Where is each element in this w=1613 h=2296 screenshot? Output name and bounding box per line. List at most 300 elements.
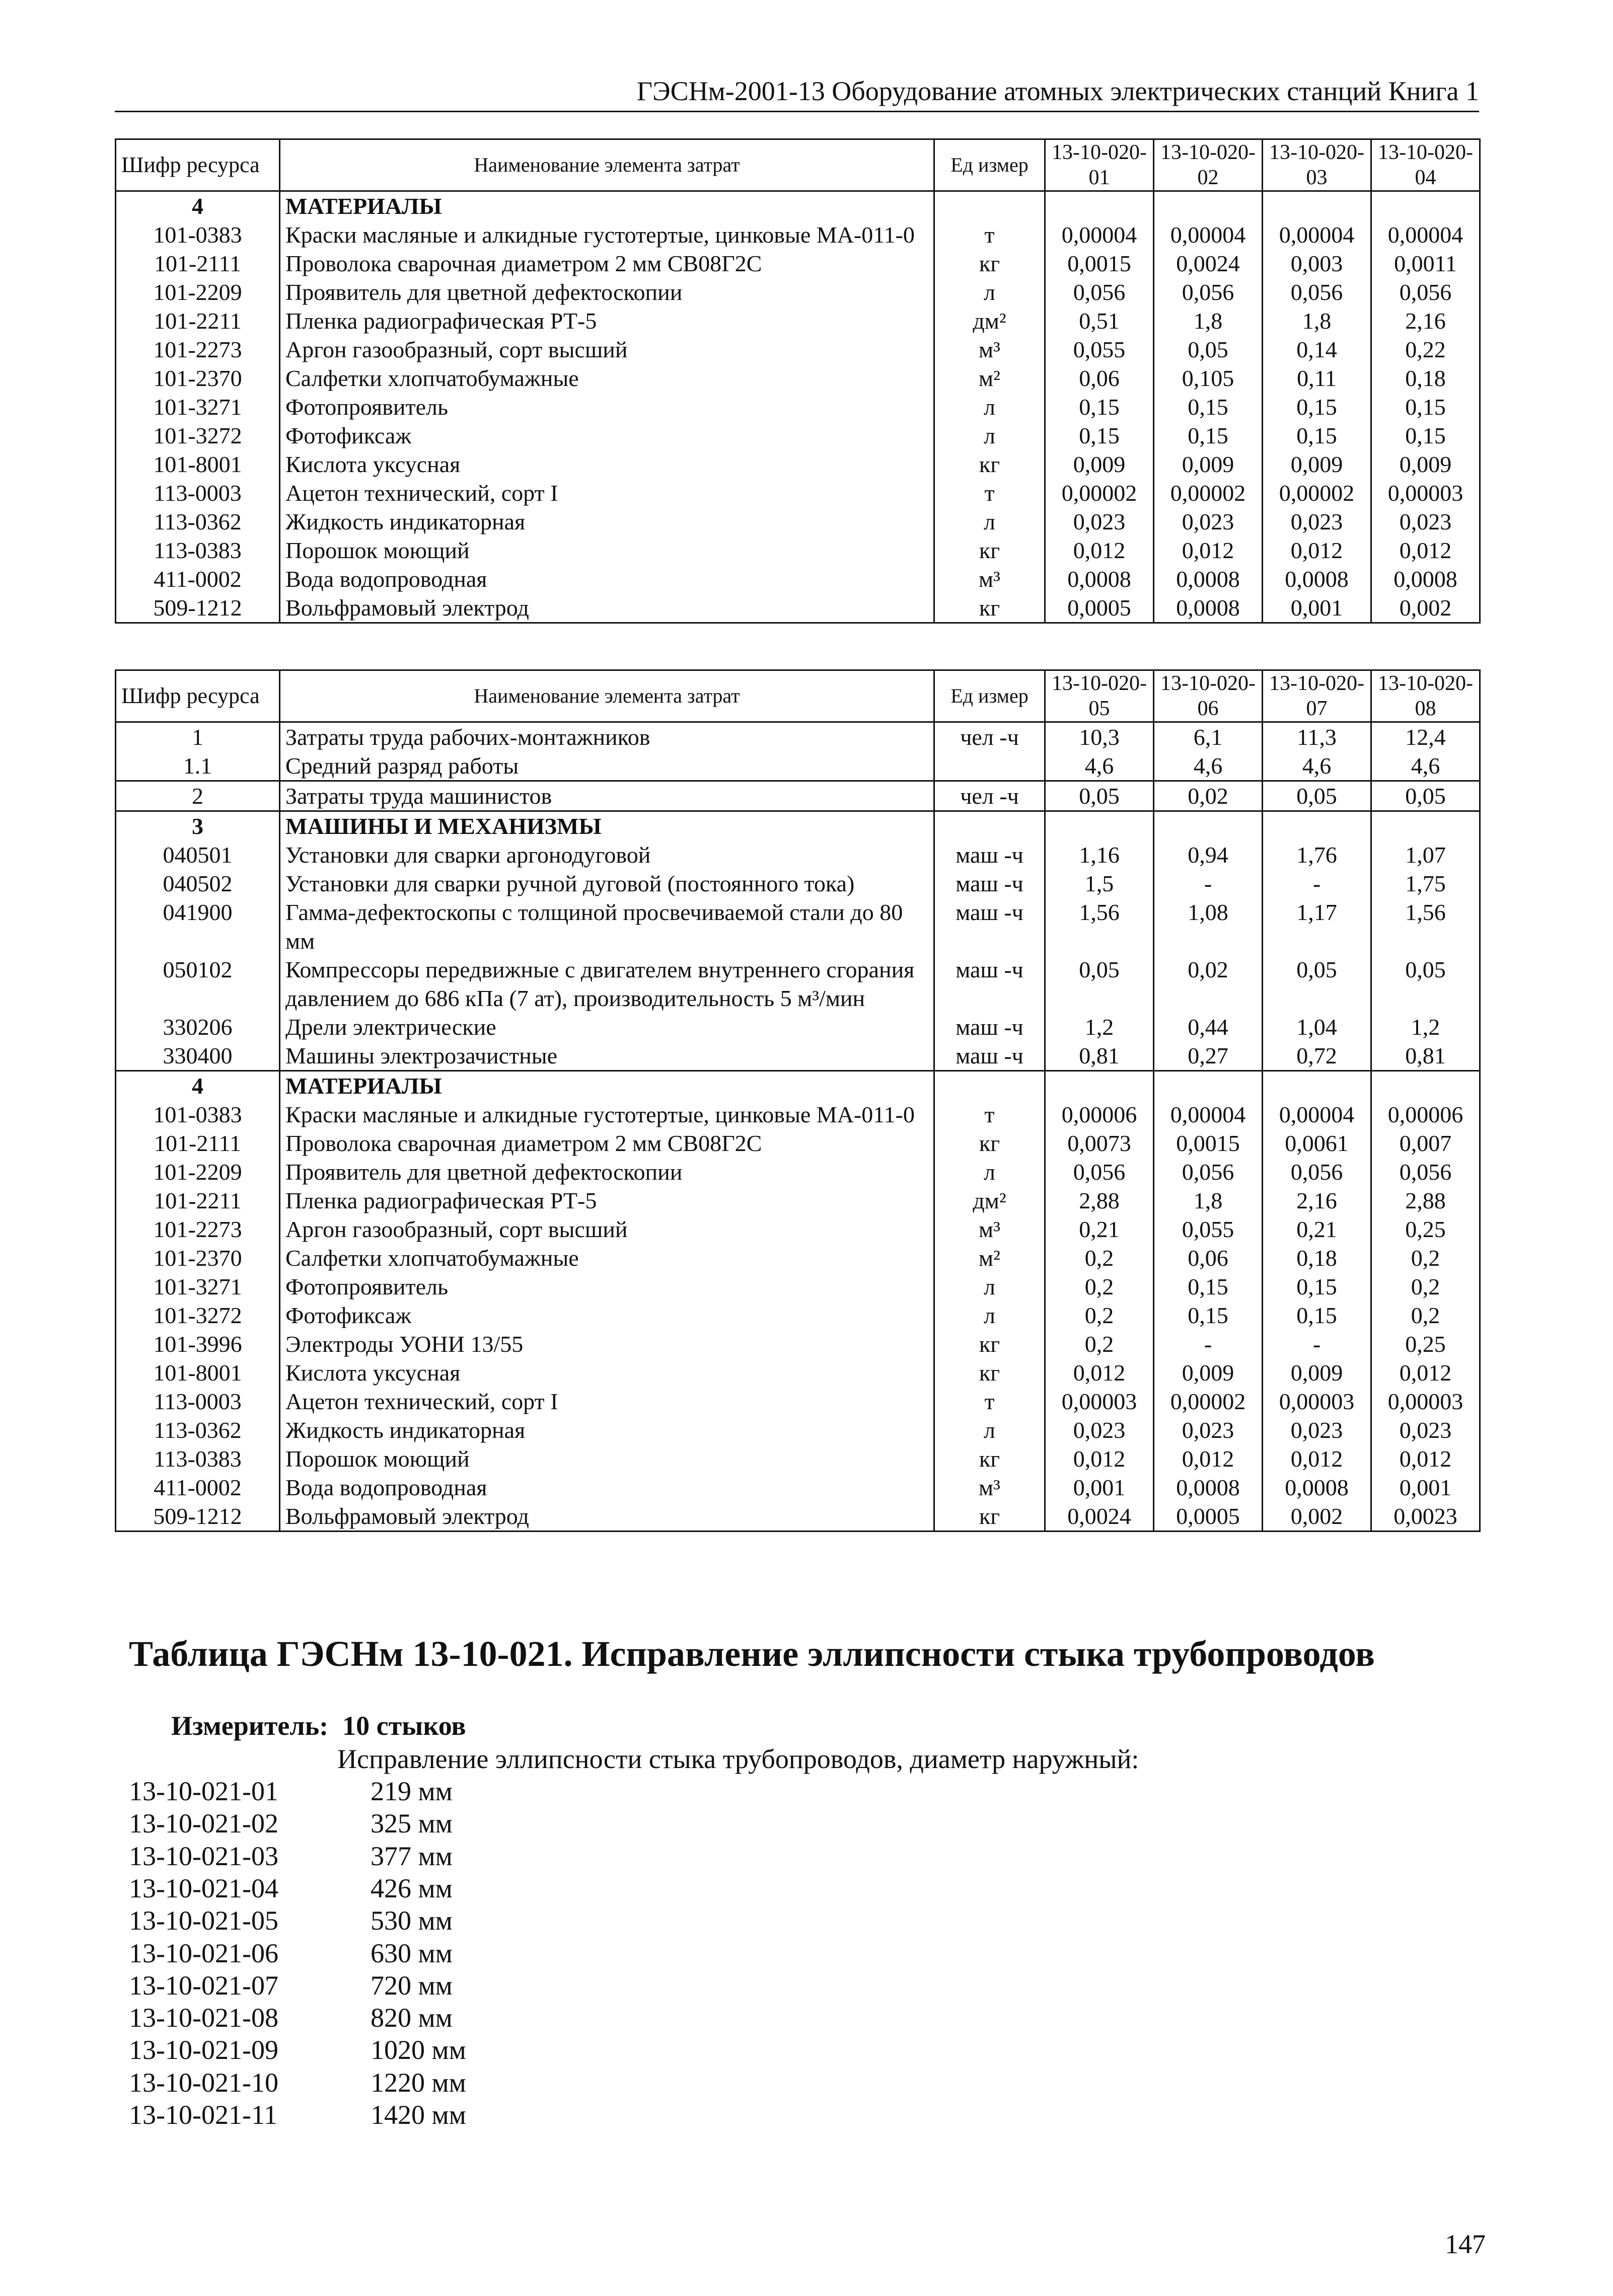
rate-value: 12,4 xyxy=(1371,722,1480,752)
resource-code: 113-0362 xyxy=(116,507,280,536)
resource-unit: т xyxy=(934,479,1045,507)
rate-value: 0,023 xyxy=(1371,1416,1480,1444)
rate-code: 13-10-021-09 xyxy=(129,2035,278,2065)
resource-code: 101-0383 xyxy=(116,1100,280,1129)
rate-value: 0,023 xyxy=(1045,1416,1154,1444)
rate-value: 1,76 xyxy=(1263,840,1371,869)
rate-value: 0,27 xyxy=(1154,1041,1263,1071)
rate-value: 0,2 xyxy=(1371,1272,1480,1301)
rate-value: 0,0005 xyxy=(1045,593,1154,623)
rate-value: 2,16 xyxy=(1371,307,1480,335)
table-row xyxy=(116,1158,1480,1186)
rate-value: 0,012 xyxy=(1371,1444,1480,1473)
meter-value: 10 стыков xyxy=(342,1711,466,1741)
resource-unit: л xyxy=(934,1301,1045,1330)
rate-value: 1,8 xyxy=(1154,307,1263,335)
rate-value: 0,18 xyxy=(1371,364,1480,393)
resource-unit: м³ xyxy=(934,1473,1045,1502)
rate-value: 0,00006 xyxy=(1371,1100,1480,1129)
resource-unit: м³ xyxy=(934,335,1045,364)
rate-value: 0,11 xyxy=(1263,364,1371,393)
table-row xyxy=(116,307,1480,335)
rate-value: 0,05 xyxy=(1263,781,1371,811)
resource-name: Компрессоры передвижные с двигателем внутреннего сгорания давлением до 686 кПа (7 ат), производительность 5 м³/мин xyxy=(280,955,934,1013)
rate-value: 4,6 xyxy=(1371,751,1480,781)
resource-unit: маш -ч xyxy=(934,898,1045,955)
resource-name: Аргон газообразный, сорт высший xyxy=(280,1215,934,1244)
resource-code: 101-2211 xyxy=(116,307,280,335)
table-row xyxy=(116,335,1480,364)
rate-value: 0,009 xyxy=(1154,1358,1263,1387)
rate-value: 0,007 xyxy=(1371,1129,1480,1158)
rate-diameter: 1220 мм xyxy=(371,2067,466,2098)
running-header xyxy=(115,70,1479,112)
table-row xyxy=(116,955,1480,1013)
rate-value: 0,2 xyxy=(1045,1272,1154,1301)
resource-name: Вольфрамовый электрод xyxy=(280,1502,934,1532)
table-row xyxy=(116,220,1480,249)
rate-value: 0,00002 xyxy=(1154,1387,1263,1416)
col-header-rate: 13-10-020-07 xyxy=(1263,670,1371,722)
rate-value: 0,00002 xyxy=(1263,479,1371,507)
resource-unit: кг xyxy=(934,1502,1045,1532)
resource-name: Краски масляные и алкидные густотертые, цинковые МА-011-0 xyxy=(280,1100,934,1129)
rate-value: 0,023 xyxy=(1263,507,1371,536)
resource-name: Ацетон технический, сорт I xyxy=(280,479,934,507)
resource-unit: кг xyxy=(934,1444,1045,1473)
rate-code: 13-10-021-02 xyxy=(129,1808,278,1839)
resource-code: 411-0002 xyxy=(116,565,280,593)
table-row xyxy=(116,898,1480,955)
rate-value: 1,75 xyxy=(1371,869,1480,898)
table-row xyxy=(116,781,1480,811)
rate-value: 0,056 xyxy=(1045,1158,1154,1186)
resource-name: МАТЕРИАЛЫ xyxy=(280,1071,934,1101)
resource-code: 1 xyxy=(116,722,280,752)
rate-diameter: 1420 мм xyxy=(371,2100,466,2130)
rate-diameter: 1020 мм xyxy=(371,2035,466,2065)
rate-value: 0,002 xyxy=(1371,593,1480,623)
table-row xyxy=(116,1387,1480,1416)
table-row xyxy=(116,1416,1480,1444)
rate-item xyxy=(129,2067,466,2098)
rate-value: 0,023 xyxy=(1263,1416,1371,1444)
rate-value: 0,009 xyxy=(1154,450,1263,479)
rate-code: 13-10-021-01 xyxy=(129,1776,278,1806)
rate-value: 0,15 xyxy=(1045,421,1154,450)
rate-value: 0,2 xyxy=(1045,1330,1154,1358)
rate-code: 13-10-021-08 xyxy=(129,2003,278,2033)
rate-value: 0,0011 xyxy=(1371,249,1480,278)
rate-value: 0,05 xyxy=(1371,781,1480,811)
rate-value: 0,06 xyxy=(1154,1244,1263,1272)
rate-value: 4,6 xyxy=(1045,751,1154,781)
resource-code: 509-1212 xyxy=(116,1502,280,1532)
table-title: Таблица ГЭСНм 13-10-021. Исправление эллипсности стыка трубопроводов xyxy=(129,1634,1375,1674)
rate-value: 0,51 xyxy=(1045,307,1154,335)
col-header-rate: 13-10-020-04 xyxy=(1371,139,1480,191)
resource-code: 509-1212 xyxy=(116,593,280,623)
rate-value: - xyxy=(1263,1330,1371,1358)
rate-value: 0,00004 xyxy=(1154,1100,1263,1129)
table-row xyxy=(116,1444,1480,1473)
resource-code: 101-8001 xyxy=(116,1358,280,1387)
rate-value xyxy=(1263,811,1371,841)
col-header-unit: Ед измер xyxy=(934,670,1045,722)
resource-unit xyxy=(934,1071,1045,1101)
resource-unit: л xyxy=(934,278,1045,307)
resource-name: Фотопроявитель xyxy=(280,1272,934,1301)
resource-code: 041900 xyxy=(116,898,280,955)
resource-name: МАШИНЫ И МЕХАНИЗМЫ xyxy=(280,811,934,841)
table-row xyxy=(116,507,1480,536)
rate-value: 0,21 xyxy=(1263,1215,1371,1244)
rate-value: 0,15 xyxy=(1263,1272,1371,1301)
rate-diameter: 426 мм xyxy=(371,1873,453,1903)
rate-value: 0,012 xyxy=(1045,1358,1154,1387)
resource-code: 113-0362 xyxy=(116,1416,280,1444)
table-row xyxy=(116,421,1480,450)
rate-value: 0,009 xyxy=(1045,450,1154,479)
section-row xyxy=(116,811,1480,841)
rate-value: 1,8 xyxy=(1154,1186,1263,1215)
table-row xyxy=(116,1272,1480,1301)
rate-value: 0,15 xyxy=(1045,393,1154,421)
rate-value: 1,56 xyxy=(1371,898,1480,955)
rate-value: 0,15 xyxy=(1154,1301,1263,1330)
rate-description: Исправление эллипсности стыка трубопроводов, диаметр наружный: xyxy=(337,1744,1139,1774)
section-row xyxy=(116,191,1480,221)
col-header-rate: 13-10-020-03 xyxy=(1263,139,1371,191)
table-row xyxy=(116,450,1480,479)
resource-name: Проявитель для цветной дефектоскопии xyxy=(280,1158,934,1186)
rate-value: 6,1 xyxy=(1154,722,1263,752)
rate-value: 0,72 xyxy=(1263,1041,1371,1071)
rate-value: 0,0008 xyxy=(1154,1473,1263,1502)
rate-value: 0,0061 xyxy=(1263,1129,1371,1158)
rate-value: 0,0008 xyxy=(1263,565,1371,593)
rate-value xyxy=(1045,191,1154,221)
rate-value: 0,15 xyxy=(1263,421,1371,450)
table-row xyxy=(116,249,1480,278)
rate-value: 0,2 xyxy=(1371,1244,1480,1272)
resource-code: 101-3271 xyxy=(116,393,280,421)
rate-value: 0,15 xyxy=(1154,421,1263,450)
resource-name: Кислота уксусная xyxy=(280,450,934,479)
rate-item xyxy=(129,2099,466,2130)
resource-name: Краски масляные и алкидные густотертые, цинковые МА-011-0 xyxy=(280,220,934,249)
rate-value: 0,15 xyxy=(1263,1301,1371,1330)
meter-label: Измеритель: xyxy=(171,1711,329,1741)
rate-value: 2,88 xyxy=(1045,1186,1154,1215)
resource-name: Дрели электрические xyxy=(280,1013,934,1041)
col-header-rate: 13-10-020-05 xyxy=(1045,670,1154,722)
rate-value: 0,02 xyxy=(1154,955,1263,1013)
resource-unit: м² xyxy=(934,364,1045,393)
resource-name: Установки для сварки ручной дуговой (постоянного тока) xyxy=(280,869,934,898)
table-row xyxy=(116,722,1480,752)
resource-name: Затраты труда рабочих-монтажников xyxy=(280,722,934,752)
meter xyxy=(171,1710,466,1741)
resource-name: Ацетон технический, сорт I xyxy=(280,1387,934,1416)
rate-value: 0,05 xyxy=(1371,955,1480,1013)
col-header-rate: 13-10-020-01 xyxy=(1045,139,1154,191)
rate-item xyxy=(129,1776,453,1807)
resource-code: 4 xyxy=(116,191,280,221)
table-header-row xyxy=(116,670,1480,722)
table-row xyxy=(116,1215,1480,1244)
rate-value: 1,8 xyxy=(1263,307,1371,335)
rate-value: 0,15 xyxy=(1371,393,1480,421)
resource-unit: маш -ч xyxy=(934,1013,1045,1041)
table-row xyxy=(116,1129,1480,1158)
resource-unit: л xyxy=(934,1416,1045,1444)
col-header-name: Наименование элемента затрат xyxy=(280,670,934,722)
rate-value: 1,2 xyxy=(1371,1013,1480,1041)
rate-value: 1,5 xyxy=(1045,869,1154,898)
resource-name: Затраты труда машинистов xyxy=(280,781,934,811)
resource-unit: маш -ч xyxy=(934,840,1045,869)
resource-code: 101-3272 xyxy=(116,1301,280,1330)
resource-unit: дм² xyxy=(934,1186,1045,1215)
table-row xyxy=(116,1330,1480,1358)
resource-unit: м³ xyxy=(934,1215,1045,1244)
resource-unit: маш -ч xyxy=(934,955,1045,1013)
rate-value: 0,009 xyxy=(1263,1358,1371,1387)
rate-value: 0,00003 xyxy=(1371,1387,1480,1416)
resource-unit xyxy=(934,811,1045,841)
rate-value: 0,012 xyxy=(1154,536,1263,565)
table-row xyxy=(116,536,1480,565)
resource-unit: дм² xyxy=(934,307,1045,335)
resource-unit: чел -ч xyxy=(934,781,1045,811)
resource-code: 330400 xyxy=(116,1041,280,1071)
table-row xyxy=(116,869,1480,898)
rate-value: 1,16 xyxy=(1045,840,1154,869)
rate-value: 0,003 xyxy=(1263,249,1371,278)
rate-value: 0,002 xyxy=(1263,1502,1371,1532)
rate-value: 10,3 xyxy=(1045,722,1154,752)
rate-value: 0,18 xyxy=(1263,1244,1371,1272)
resource-name: Средний разряд работы xyxy=(280,751,934,781)
col-header-rate: 13-10-020-08 xyxy=(1371,670,1480,722)
rate-item xyxy=(129,1841,453,1872)
resource-unit: т xyxy=(934,220,1045,249)
resource-name: Аргон газообразный, сорт высший xyxy=(280,335,934,364)
resource-code: 113-0003 xyxy=(116,479,280,507)
rate-code: 13-10-021-04 xyxy=(129,1873,278,1903)
resource-table-2 xyxy=(115,669,1481,1532)
rate-value: 0,00004 xyxy=(1263,1100,1371,1129)
resource-code: 113-0383 xyxy=(116,1444,280,1473)
rate-code: 13-10-021-06 xyxy=(129,1938,278,1968)
rate-value: 0,056 xyxy=(1263,278,1371,307)
rate-value: 0,012 xyxy=(1371,536,1480,565)
resource-unit: л xyxy=(934,507,1045,536)
rate-value: 0,023 xyxy=(1154,1416,1263,1444)
resource-unit: м² xyxy=(934,1244,1045,1272)
rate-diameter: 530 мм xyxy=(371,1905,453,1936)
rate-value: 0,056 xyxy=(1263,1158,1371,1186)
table-row xyxy=(116,840,1480,869)
rate-value xyxy=(1371,1071,1480,1101)
rate-code: 13-10-021-03 xyxy=(129,1841,278,1871)
table-row xyxy=(116,1100,1480,1129)
rate-value: 0,0024 xyxy=(1045,1502,1154,1532)
rate-value: 0,012 xyxy=(1263,536,1371,565)
rate-value: 0,00003 xyxy=(1263,1387,1371,1416)
rate-value: 0,0015 xyxy=(1154,1129,1263,1158)
rate-value: 0,001 xyxy=(1371,1473,1480,1502)
rate-value: 0,056 xyxy=(1371,278,1480,307)
table-row xyxy=(116,1358,1480,1387)
rate-value: 1,04 xyxy=(1263,1013,1371,1041)
section-row xyxy=(116,1071,1480,1101)
col-header-rate: 13-10-020-02 xyxy=(1154,139,1263,191)
rate-value xyxy=(1154,1071,1263,1101)
rate-value: 0,0008 xyxy=(1154,565,1263,593)
rate-value: 0,00002 xyxy=(1045,479,1154,507)
col-header-unit: Ед измер xyxy=(934,139,1045,191)
running-header-text: ГЭСНм-2001-13 Оборудование атомных электрических станций Книга 1 xyxy=(636,76,1479,106)
rate-value: 0,0005 xyxy=(1154,1502,1263,1532)
rate-value: 0,00004 xyxy=(1154,220,1263,249)
resource-name: Пленка радиографическая РТ-5 xyxy=(280,307,934,335)
table-row xyxy=(116,1186,1480,1215)
resource-code: 040501 xyxy=(116,840,280,869)
resource-unit: м³ xyxy=(934,565,1045,593)
resource-unit: л xyxy=(934,1272,1045,1301)
resource-unit: т xyxy=(934,1387,1045,1416)
rate-value: 0,15 xyxy=(1154,393,1263,421)
resource-name: Кислота уксусная xyxy=(280,1358,934,1387)
rate-value: 0,81 xyxy=(1371,1041,1480,1071)
rate-value xyxy=(1154,191,1263,221)
resource-name: Проявитель для цветной дефектоскопии xyxy=(280,278,934,307)
rate-value: 0,25 xyxy=(1371,1330,1480,1358)
rate-value: 0,023 xyxy=(1045,507,1154,536)
resource-code: 1.1 xyxy=(116,751,280,781)
resource-unit: кг xyxy=(934,593,1045,623)
resource-code: 050102 xyxy=(116,955,280,1013)
resource-unit: чел -ч xyxy=(934,722,1045,752)
resource-name: Жидкость индикаторная xyxy=(280,1416,934,1444)
resource-name: Проволока сварочная диаметром 2 мм СВ08Г2С xyxy=(280,249,934,278)
rate-value: 0,2 xyxy=(1371,1301,1480,1330)
resource-code: 101-2273 xyxy=(116,335,280,364)
rate-value: 0,023 xyxy=(1371,507,1480,536)
rate-value: 0,012 xyxy=(1154,1444,1263,1473)
resource-name: Вода водопроводная xyxy=(280,565,934,593)
rate-value: 0,00003 xyxy=(1045,1387,1154,1416)
resource-name: Жидкость индикаторная xyxy=(280,507,934,536)
rate-item xyxy=(129,1905,453,1936)
rate-value: 0,2 xyxy=(1045,1244,1154,1272)
col-header-code: Шифр ресурса xyxy=(116,139,280,191)
col-header-name: Наименование элемента затрат xyxy=(280,139,934,191)
rate-value: 1,08 xyxy=(1154,898,1263,955)
resource-unit: л xyxy=(934,393,1045,421)
resource-unit: л xyxy=(934,421,1045,450)
resource-name: Вода водопроводная xyxy=(280,1473,934,1502)
table-row xyxy=(116,1502,1480,1532)
resource-unit: маш -ч xyxy=(934,869,1045,898)
resource-code: 101-0383 xyxy=(116,220,280,249)
resource-unit: маш -ч xyxy=(934,1041,1045,1071)
resource-name: Фотофиксаж xyxy=(280,421,934,450)
resource-code: 101-3271 xyxy=(116,1272,280,1301)
rate-value: 0,14 xyxy=(1263,335,1371,364)
resource-code: 113-0003 xyxy=(116,1387,280,1416)
table-row xyxy=(116,393,1480,421)
rate-value xyxy=(1045,1071,1154,1101)
resource-code: 101-3272 xyxy=(116,421,280,450)
rate-value: 0,056 xyxy=(1154,1158,1263,1186)
rate-diameter: 325 мм xyxy=(371,1808,453,1839)
rate-item xyxy=(129,1808,453,1839)
rate-value: 0,056 xyxy=(1371,1158,1480,1186)
resource-name: Пленка радиографическая РТ-5 xyxy=(280,1186,934,1215)
rate-value: 0,055 xyxy=(1154,1215,1263,1244)
resource-name: Электроды УОНИ 13/55 xyxy=(280,1330,934,1358)
rate-value: 0,00004 xyxy=(1371,220,1480,249)
rate-value: 0,94 xyxy=(1154,840,1263,869)
rate-value: 0,44 xyxy=(1154,1013,1263,1041)
rate-value: 0,02 xyxy=(1154,781,1263,811)
resource-unit: кг xyxy=(934,249,1045,278)
rate-value xyxy=(1371,811,1480,841)
resource-code: 3 xyxy=(116,811,280,841)
resource-code: 2 xyxy=(116,781,280,811)
rate-value: 0,25 xyxy=(1371,1215,1480,1244)
rate-value: 0,0015 xyxy=(1045,249,1154,278)
rate-code: 13-10-021-11 xyxy=(129,2100,277,2130)
rate-value: 0,105 xyxy=(1154,364,1263,393)
resource-code: 101-2111 xyxy=(116,1129,280,1158)
rate-value: 0,012 xyxy=(1045,1444,1154,1473)
resource-unit: кг xyxy=(934,536,1045,565)
rate-value: 0,001 xyxy=(1263,593,1371,623)
resource-name: Проволока сварочная диаметром 2 мм СВ08Г2С xyxy=(280,1129,934,1158)
resource-unit: л xyxy=(934,1158,1045,1186)
rate-item xyxy=(129,1970,453,2001)
rate-value: 0,2 xyxy=(1045,1301,1154,1330)
rate-value: - xyxy=(1154,1330,1263,1358)
resource-code: 101-8001 xyxy=(116,450,280,479)
table-row xyxy=(116,1473,1480,1502)
table-row xyxy=(116,593,1480,623)
resource-unit: т xyxy=(934,1100,1045,1129)
rate-value: 0,0008 xyxy=(1154,593,1263,623)
rate-value: 1,56 xyxy=(1045,898,1154,955)
rate-value: 2,88 xyxy=(1371,1186,1480,1215)
rate-value: 0,05 xyxy=(1045,955,1154,1013)
resource-code: 101-2211 xyxy=(116,1186,280,1215)
resource-code: 101-2273 xyxy=(116,1215,280,1244)
rate-value: 0,00006 xyxy=(1045,1100,1154,1129)
rate-value: 0,012 xyxy=(1371,1358,1480,1387)
rate-value: 0,05 xyxy=(1154,335,1263,364)
resource-name: Фотопроявитель xyxy=(280,393,934,421)
rate-value xyxy=(1045,811,1154,841)
rate-value: 0,00004 xyxy=(1263,220,1371,249)
resource-name: Фотофиксаж xyxy=(280,1301,934,1330)
rate-diameter: 720 мм xyxy=(371,1970,453,2001)
rate-value: 0,055 xyxy=(1045,335,1154,364)
rate-value: 0,0008 xyxy=(1263,1473,1371,1502)
rate-value: 0,0023 xyxy=(1371,1502,1480,1532)
resource-code: 101-2370 xyxy=(116,364,280,393)
